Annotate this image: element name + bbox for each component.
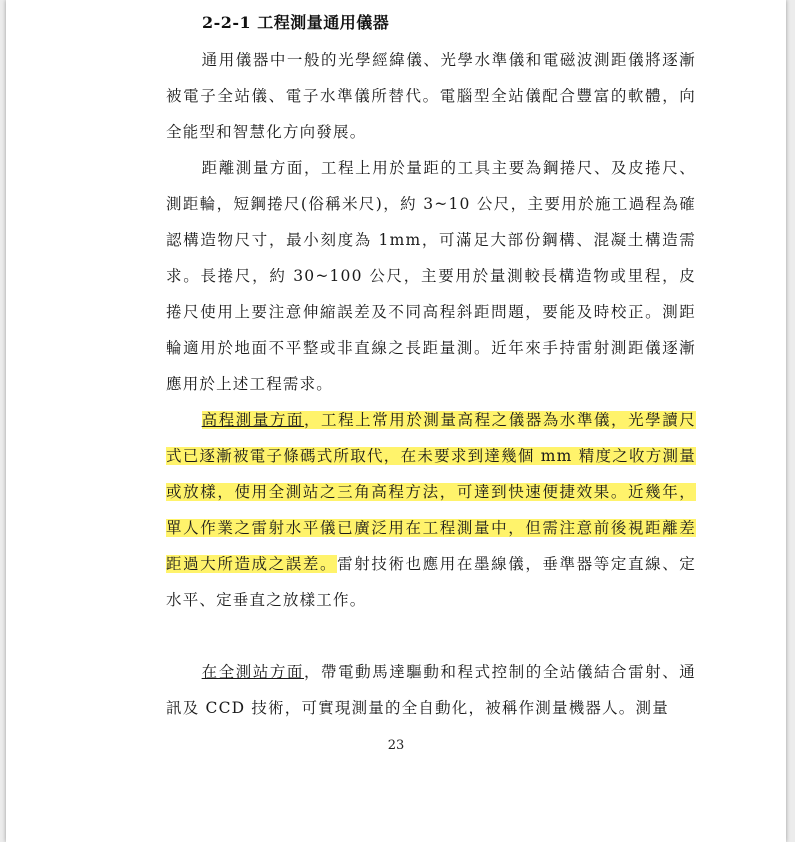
document-page (6, 0, 786, 842)
paragraph-total-station (166, 654, 696, 726)
highlighted-text: ，工程上常用於測量高程之儀器為水準儀，光學讀尺式已逐漸被電子條碼式所取代，在未要求到達幾個 mm 精度之收方測量或放樣，使用全測站之三角高程方法，可達到快速便捷效果。近幾年，單人作業之雷射水平儀已廣泛用在工程測量中，但需注意前後視距離差距過大所造成之誤差。 (166, 411, 696, 573)
paragraph-distance-measurement: 距離測量方面，工程上用於量距的工具主要為鋼捲尺、及皮捲尺、測距輪，短鋼捲尺(俗稱米尺)，約 3~10 公尺，主要用於施工過程為確認構造物尺寸，最小刻度為 1mm，可滿足大部份鋼構、混凝土構造需求。長捲尺，約 30~100 公尺，主要用於量測較長構造物或里程，皮捲尺使用上要注意伸縮誤差及不同高程斜距問題，要能及時校正。測距輪適用於地面不平整或非直線之長距量測。近年來手持雷射測距儀逐漸應用於上述工程需求。 (166, 159, 696, 393)
document-body (166, 42, 696, 726)
paragraph-elevation-measurement (166, 402, 696, 618)
page-number: 23 (387, 738, 405, 753)
underlined-lead-elevation: 高程測量方面 (201, 411, 304, 429)
underlined-lead-total-station: 在全測站方面 (201, 663, 304, 681)
paragraph-rest-text: 雷射技術也應用在墨線儀，垂準器等定直線、定水平、定垂直之放樣工作。 (166, 555, 696, 609)
paragraph-rest-text: ，帶電動馬達驅動和程式控制的全站儀結合雷射、通訊及 CCD 技術，可實現測量的全自動化，被稱作測量機器人。測量 (166, 663, 696, 717)
section-heading: 2-2-1 工程測量通用儀器 (202, 13, 390, 32)
paragraph-general-instruments: 通用儀器中一般的光學經緯儀、光學水準儀和電磁波測距儀將逐漸被電子全站儀、電子水準儀所替代。電腦型全站儀配合豐富的軟體，向全能型和智慧化方向發展。 (166, 51, 696, 141)
highlighted-passage (166, 411, 696, 573)
